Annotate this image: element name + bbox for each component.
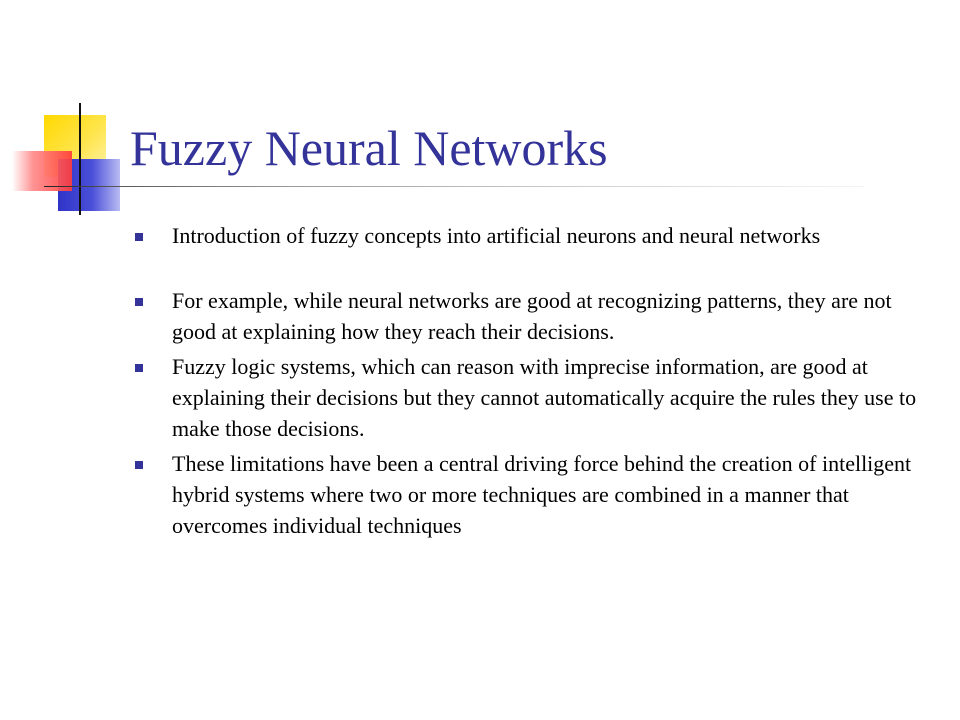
bullet-text: Introduction of fuzzy concepts into artificial neurons and neural networks xyxy=(172,223,821,248)
bullet-text: Fuzzy logic systems, which can reason with imprecise information, are good at explaining their decisions but they cannot automatically acquire the rules they use to make those decisions. xyxy=(172,354,917,441)
bullet-list xyxy=(134,220,934,541)
bullet-item xyxy=(134,285,934,347)
square-bullet-icon xyxy=(135,233,143,241)
slide-title: Fuzzy Neural Networks xyxy=(130,120,608,176)
square-bullet-icon xyxy=(135,298,143,306)
bullet-text: For example, while neural networks are good at recognizing patterns, they are not good at explaining how they reach their decisions. xyxy=(172,288,892,344)
title-underline xyxy=(44,186,864,187)
square-bullet-icon xyxy=(135,461,143,469)
bullet-item xyxy=(134,220,934,251)
square-bullet-icon xyxy=(135,364,143,372)
bullet-item xyxy=(134,351,934,444)
bullet-item xyxy=(134,448,934,541)
decorative-red-bar xyxy=(12,151,72,191)
decorative-vertical-line xyxy=(79,103,81,215)
bullet-text: These limitations have been a central driving force behind the creation of intelligent hybrid systems where two or more techniques are combined in a manner that overcomes individual techniques xyxy=(172,451,912,538)
